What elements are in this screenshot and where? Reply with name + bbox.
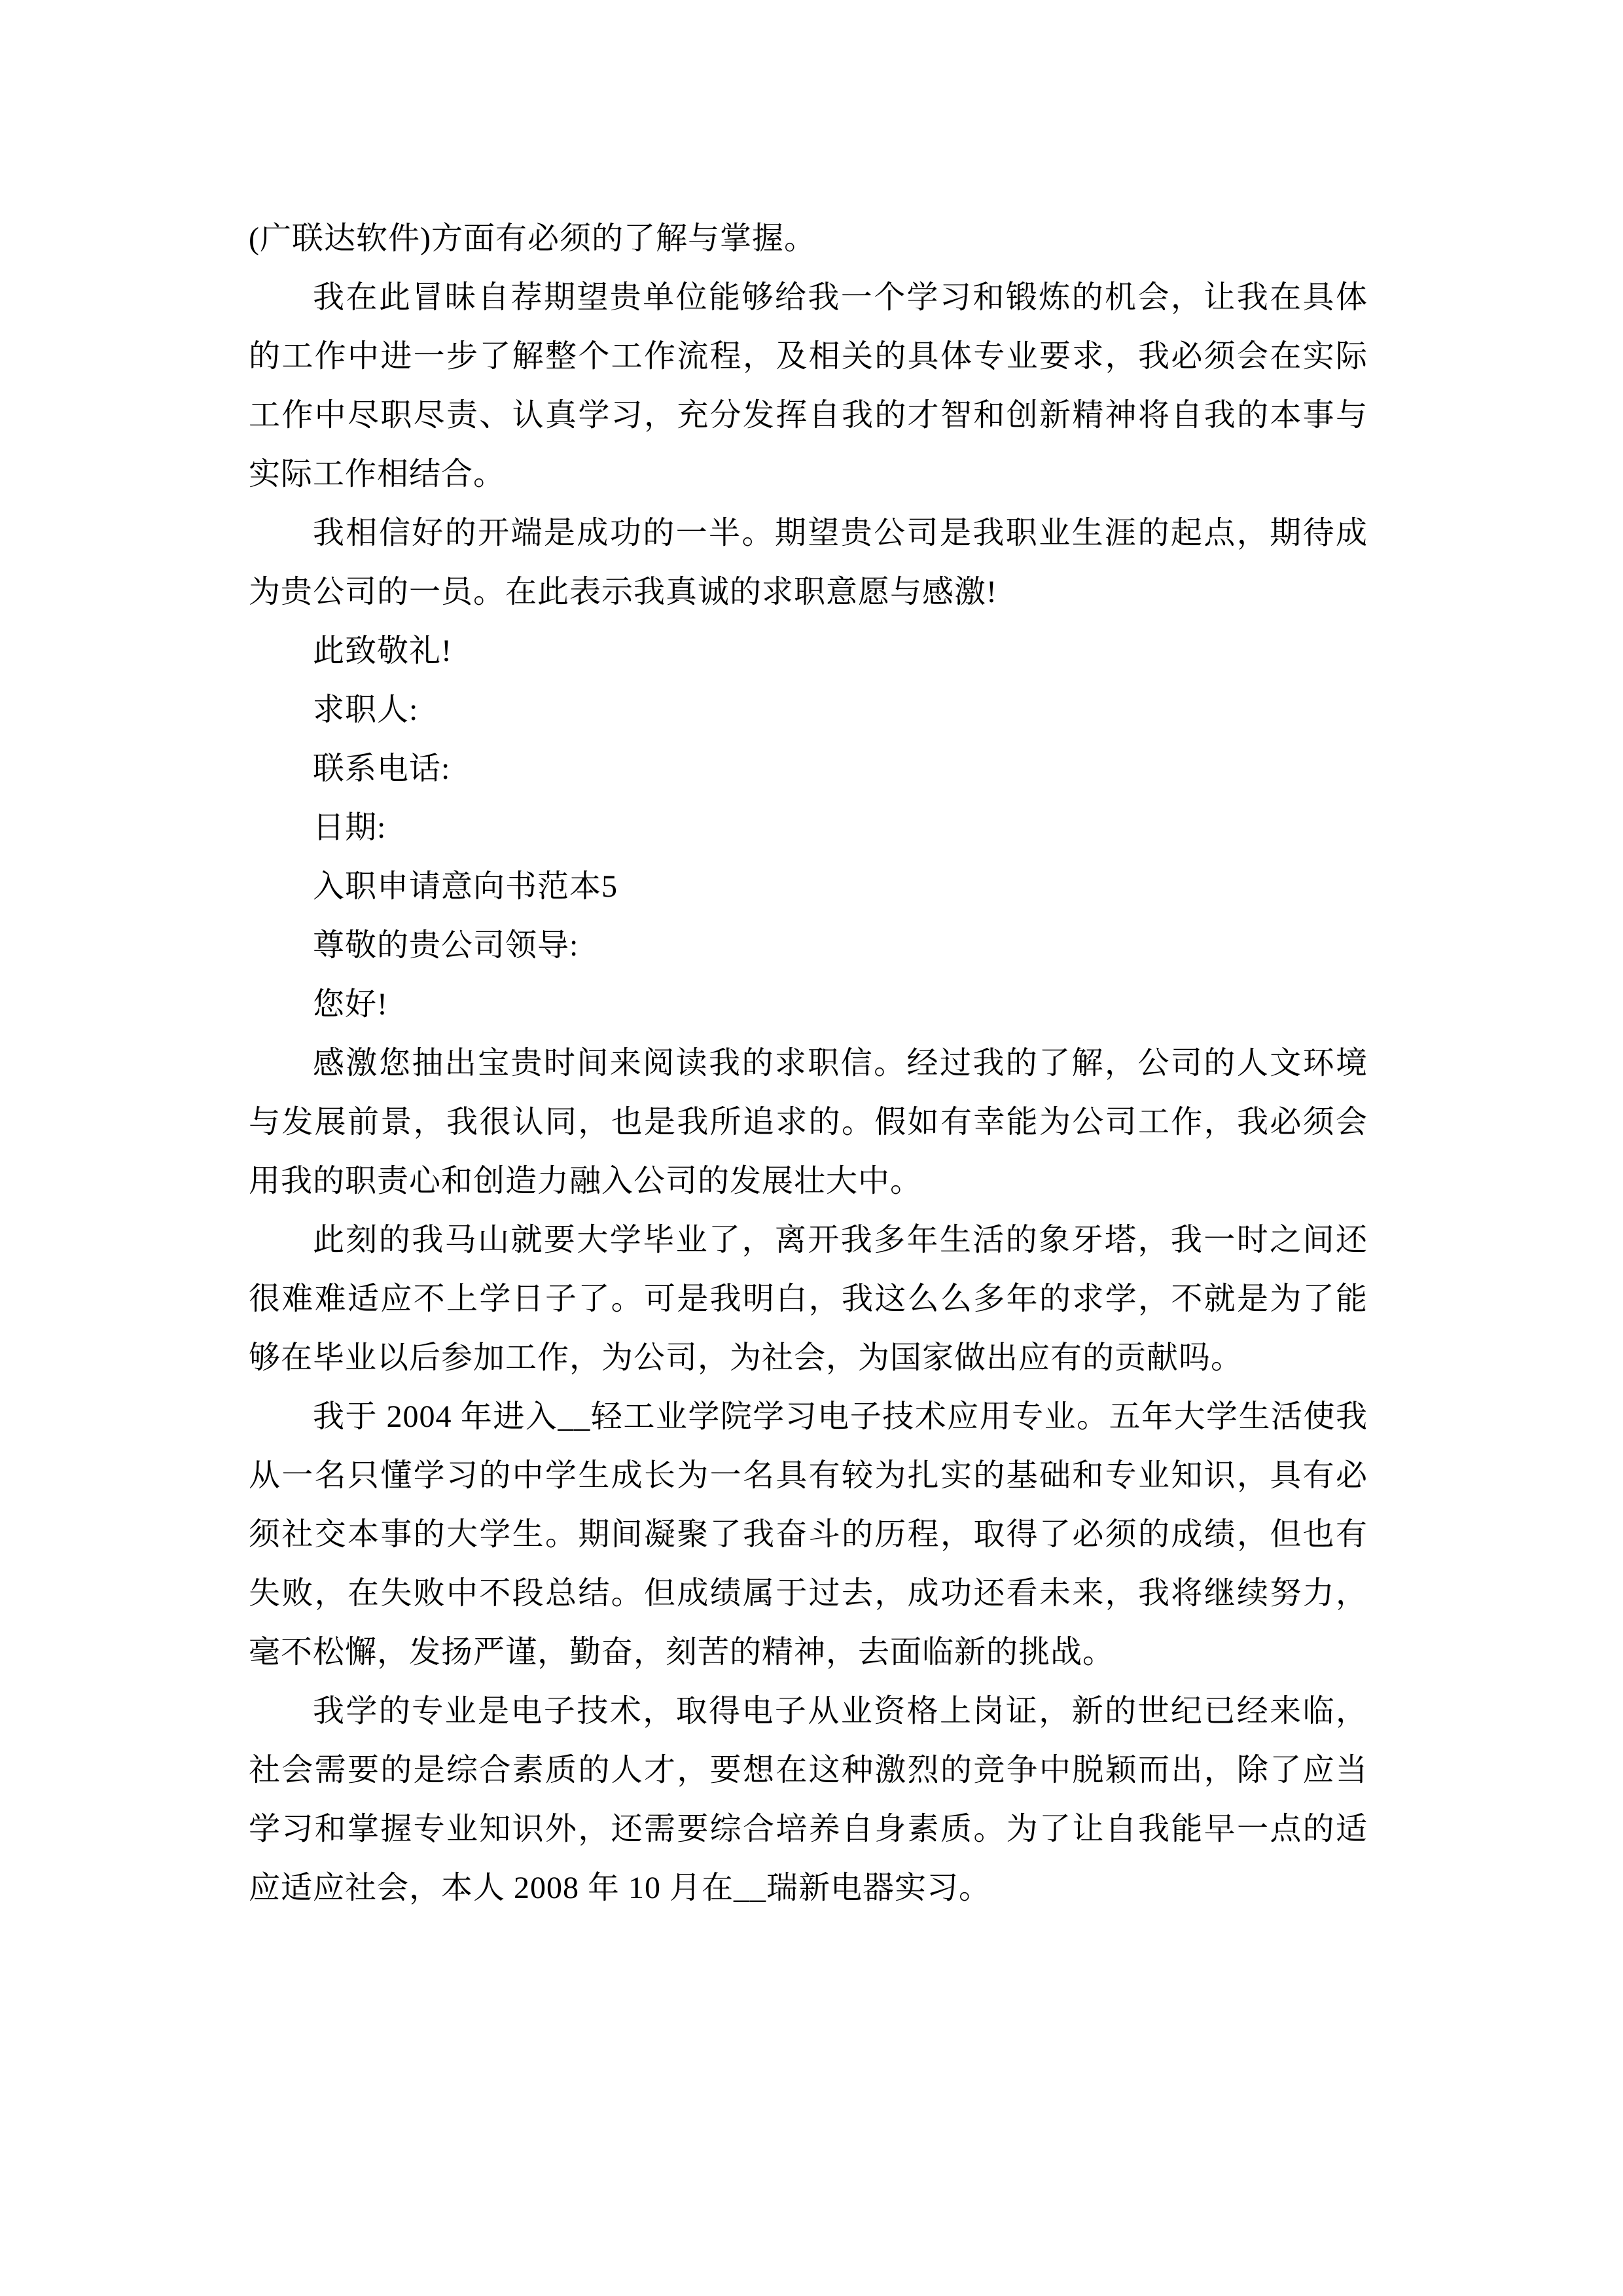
paragraph-greeting: 尊敬的贵公司领导:	[313, 928, 579, 963]
paragraph: 我在此冒昧自荐期望贵单位能够给我一个学习和锻炼的机会，让我在具体的工作中进一步了解整个工作流程，及相关的具体专业要求，我必须会在实际工作中尽职尽责、认真学习，充分发挥自我的才智和创新精神将自我的本事与实际工作相结合。	[249, 280, 1368, 492]
section-title: 入职申请意向书范本5	[313, 869, 618, 904]
paragraph-date-line: 日期:	[313, 810, 387, 845]
paragraph: 此刻的我马山就要大学毕业了，离开我多年生活的象牙塔，我一时之间还很难难适应不上学日子了。可是我明白，我这么么多年的求学，不就是为了能够在毕业以后参加工作，为公司，为社会，为国家做出应有的贡献吗。	[249, 1223, 1368, 1375]
paragraph-phone-line: 联系电话:	[313, 751, 451, 786]
paragraph: 我相信好的开端是成功的一半。期望贵公司是我职业生涯的起点，期待成为贵公司的一员。在此表示我真诚的求职意愿与感激!	[249, 516, 1368, 609]
paragraph-salute-line: 此致敬礼!	[313, 634, 452, 668]
paragraph: 我于 2004 年进入__轻工业学院学习电子技术应用专业。五年大学生活使我从一名只懂学习的中学生成长为一名具有较为扎实的基础和专业知识，具有必须社交本事的大学生。期间凝聚了我奋斗的历程，取得了必须的成绩，但也有失败，在失败中不段总结。但成绩属于过去，成功还看未来，我将继续努力，毫不松懈，发扬严谨，勤奋，刻苦的精神，去面临新的挑战。	[249, 1399, 1368, 1670]
paragraph-hello: 您好!	[313, 987, 388, 1022]
paragraph-continuation: (广联达软件)方面有必须的了解与掌握。	[249, 221, 816, 256]
paragraph-applicant-line: 求职人:	[313, 692, 419, 727]
paragraph: 我学的专业是电子技术，取得电子从业资格上岗证，新的世纪已经来临，社会需要的是综合素质的人才，要想在这种激烈的竞争中脱颖而出，除了应当学习和掌握专业知识外，还需要综合培养自身素质。为了让自我能早一点的适应适应社会，本人 2008 年 10 月在__瑞新电器实习。	[249, 1694, 1368, 1905]
paragraph: 感激您抽出宝贵时间来阅读我的求职信。经过我的了解，公司的人文环境与发展前景，我很认同，也是我所追求的。假如有幸能为公司工作，我必须会用我的职责心和创造力融入公司的发展壮大中。	[249, 1046, 1368, 1198]
